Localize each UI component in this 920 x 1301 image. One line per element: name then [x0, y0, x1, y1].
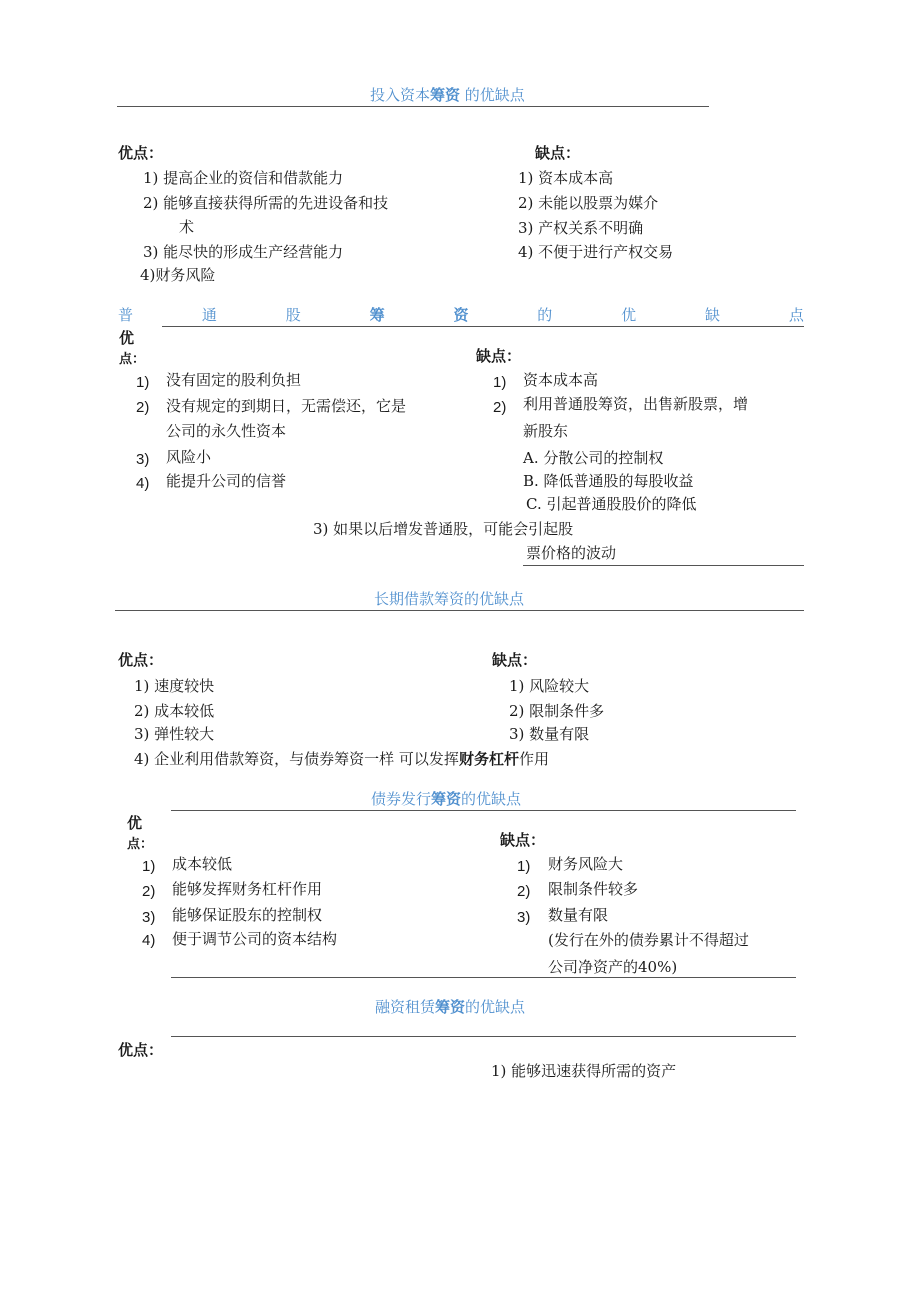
section-2-title	[118, 305, 804, 325]
s2-title-char: 普	[118, 306, 134, 324]
s1-pro-2: 2) 能够直接获得所需的先进设备和技	[143, 194, 389, 212]
s2-con-num: 1)	[493, 374, 507, 391]
s3-pro-2: 2) 成本较低	[134, 702, 215, 720]
s2-end-rule	[523, 565, 804, 566]
s4-pro-num: 3)	[142, 909, 156, 926]
section-3-rule	[115, 610, 804, 611]
s2-pros-label-b: 点：	[119, 352, 146, 367]
s3-con-3: 3) 数量有限	[509, 725, 590, 743]
section-3-title: 长期借款筹资的优缺点	[374, 590, 525, 608]
s2-con-2: 利用普通股筹资，出售新股票，增	[523, 395, 749, 413]
s2-pro-num: 2)	[136, 399, 150, 416]
s2-pros-label-a: 优	[119, 329, 135, 347]
s1-con-4: 4) 不便于进行产权交易	[518, 243, 674, 261]
s1-pro-1: 1) 提高企业的资信和借款能力	[143, 169, 344, 187]
s2-con-3: 3) 如果以后增发普通股，可能会引起股	[313, 520, 574, 538]
s2-title-char: 股	[285, 306, 301, 324]
s4-pro-num: 1)	[142, 858, 156, 875]
section-2-rule	[162, 326, 804, 327]
s1-pros-label: 优点：	[118, 144, 164, 162]
s1-pro-2-cont: 术	[179, 218, 195, 236]
s4-con-num: 2)	[517, 883, 531, 900]
s1-con-1: 1) 资本成本高	[518, 169, 614, 187]
s4-pros-label-b: 点：	[127, 837, 154, 852]
s2-con-num: 2)	[493, 399, 507, 416]
s4-con-2: 限制条件较多	[548, 880, 639, 898]
s5-pros-label: 优点：	[118, 1041, 164, 1059]
s2-title-char: 点	[788, 306, 804, 324]
s1-con-2: 2) 未能以股票为媒介	[518, 194, 659, 212]
s4-pro-2: 能够发挥财务杠杆作用	[172, 880, 323, 898]
s4-pro-num: 4)	[142, 932, 156, 949]
s2-title-char: 优	[621, 306, 637, 324]
section-1-title: 投入资本筹资 的优缺点	[370, 86, 525, 104]
s3-pro-4: 4) 企业利用借款筹资，与债券筹资一样 可以发挥财务杠杆作用	[134, 750, 549, 768]
s2-con-2c: C. 引起普通股股价的降低	[526, 495, 697, 513]
section-5-rule	[171, 1036, 796, 1037]
s3-pros-label: 优点：	[118, 651, 164, 669]
section-1-rule	[117, 106, 709, 107]
section-4-rule	[171, 810, 796, 811]
section-4-title: 债券发行筹资的优缺点	[371, 790, 522, 808]
s4-con-3-note: (发行在外的债券累计不得超过	[548, 931, 749, 949]
s2-con-2-cont: 新股东	[523, 422, 569, 440]
s4-con-1: 财务风险大	[548, 855, 624, 873]
s4-con-3: 数量有限	[548, 906, 609, 924]
s2-pro-num: 4)	[136, 475, 150, 492]
s2-title-char: 筹	[369, 306, 385, 324]
s1-pro-4: 4)财务风险	[140, 266, 216, 284]
s4-con-num: 3)	[517, 909, 531, 926]
s4-end-rule	[171, 977, 796, 978]
s4-cons-label: 缺点：	[500, 831, 546, 849]
s4-con-3-note-cont: 公司净资产的40%)	[548, 958, 678, 976]
s4-con-num: 1)	[517, 858, 531, 875]
s4-pro-1: 成本较低	[172, 855, 233, 873]
s2-con-1: 资本成本高	[523, 371, 599, 389]
s2-pro-1: 没有固定的股利负担	[166, 371, 302, 389]
s4-pro-4: 便于调节公司的资本结构	[172, 930, 338, 948]
s5-pro-1: 1) 能够迅速获得所需的资产	[491, 1062, 677, 1080]
s2-pro-num: 3)	[136, 451, 150, 468]
s3-con-2: 2) 限制条件多	[509, 702, 605, 720]
s4-pros-label-a: 优	[127, 814, 143, 832]
s2-pro-num: 1)	[136, 374, 150, 391]
s2-pro-2-cont: 公司的永久性资本	[166, 422, 287, 440]
s2-con-2b: B. 降低普通股的每股收益	[523, 472, 694, 490]
s3-con-1: 1) 风险较大	[509, 677, 590, 695]
s2-con-3-cont: 票价格的波动	[526, 544, 617, 562]
s2-title-char: 的	[537, 306, 553, 324]
s1-con-3: 3) 产权关系不明确	[518, 219, 644, 237]
s4-pro-num: 2)	[142, 883, 156, 900]
s1-pro-3: 3) 能尽快的形成生产经营能力	[143, 243, 344, 261]
s3-pro-3: 3) 弹性较大	[134, 725, 215, 743]
s2-pro-4: 能提升公司的信誉	[166, 472, 287, 490]
s2-pro-2: 没有规定的到期日，无需偿还，它是	[166, 397, 407, 415]
s2-title-char: 通	[201, 306, 217, 324]
s3-cons-label: 缺点：	[492, 651, 538, 669]
s2-cons-label: 缺点：	[476, 347, 522, 365]
s1-cons-label: 缺点：	[535, 144, 581, 162]
s2-con-2a: A. 分散公司的控制权	[523, 449, 664, 467]
section-5-title: 融资租赁筹资的优缺点	[375, 998, 526, 1016]
s2-pro-3: 风险小	[166, 448, 212, 466]
s3-pro-1: 1) 速度较快	[134, 677, 215, 695]
s2-title-char: 资	[453, 306, 469, 324]
s4-pro-3: 能够保证股东的控制权	[172, 906, 323, 924]
s2-title-char: 缺	[705, 306, 721, 324]
